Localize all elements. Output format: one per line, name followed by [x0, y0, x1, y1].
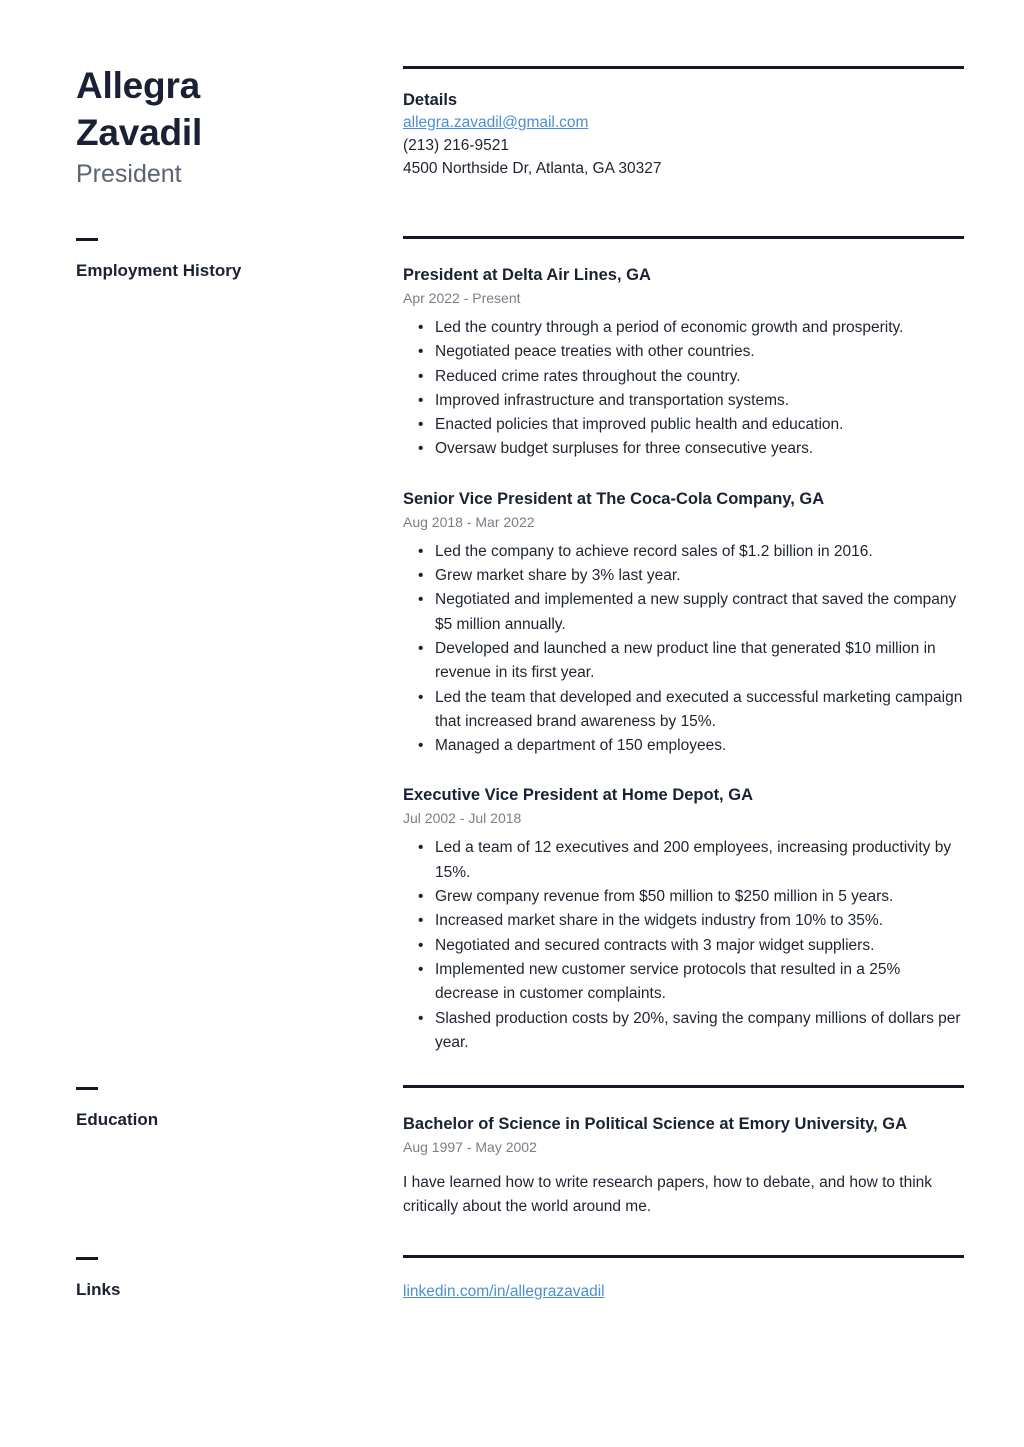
education-section — [403, 1085, 964, 1220]
employment-section-label: Employment History — [76, 261, 242, 280]
employment-entry-title: Executive Vice President at Home Depot, GA — [403, 786, 753, 805]
employment-entry-title: Senior Vice President at The Coca-Cola Company, GA — [403, 489, 825, 508]
list-item: • Slashed production costs by 20%, saving the company millions of dollars per year. — [435, 1007, 964, 1056]
links-section-label: Links — [76, 1280, 121, 1299]
education-entry — [403, 1113, 964, 1220]
employment-entry-date: Aug 2018 - Mar 2022 — [403, 513, 535, 530]
education-entry-title: Bachelor of Science in Political Science at Emory University, GA — [403, 1115, 908, 1133]
list-item: • Implemented new customer service protocols that resulted in a 25% decrease in customer complaints. — [435, 958, 964, 1007]
employment-bullets — [403, 540, 964, 759]
details-heading: Details — [403, 91, 458, 109]
education-entry-date: Aug 1997 - May 2002 — [403, 1139, 537, 1155]
list-item: • Led the country through a period of economic growth and prosperity. — [435, 316, 964, 340]
employment-entry-title: President at Delta Air Lines, GA — [403, 266, 651, 284]
employment-label-block — [76, 238, 386, 282]
employment-entry-date: Apr 2022 - Present — [403, 290, 521, 306]
last-name: Zavadil — [76, 112, 203, 153]
list-item: • Grew company revenue from $50 million to $250 million in 5 years. — [435, 885, 964, 909]
links-label-block — [76, 1257, 386, 1301]
employment-section — [403, 236, 964, 1055]
phone-line: (213) 216-9521 — [403, 137, 509, 154]
identity-block — [76, 62, 386, 190]
employment-entry — [403, 488, 964, 759]
job-title: President — [76, 160, 182, 188]
link-item — [403, 1280, 964, 1303]
education-label-block — [76, 1087, 386, 1131]
list-item: • Led a team of 12 executives and 200 employees, increasing productivity by 15%. — [435, 836, 964, 885]
employment-bullets — [403, 316, 964, 462]
list-item: • Led the team that developed and executed a successful marketing campaign that increased brand awareness by 15%. — [435, 686, 964, 735]
list-item: • Enacted policies that improved public health and education. — [435, 413, 964, 437]
list-item: • Negotiated and implemented a new supply contract that saved the company $5 million annually. — [435, 588, 964, 637]
first-name: Allegra — [76, 65, 201, 106]
employment-bullets — [403, 836, 964, 1055]
list-item: • Led the company to achieve record sales of $1.2 billion in 2016. — [435, 540, 964, 564]
list-item: • Oversaw budget surpluses for three consecutive years. — [435, 437, 964, 461]
list-item: • Developed and launched a new product line that generated $10 million in revenue in its first year. — [435, 637, 964, 686]
page-title — [76, 62, 386, 156]
linkedin-link[interactable]: linkedin.com/in/allegrazavadil — [403, 1283, 605, 1300]
education-description: I have learned how to write research papers, how to debate, and how to think critically about the world around me. — [403, 1174, 933, 1216]
list-item: • Reduced crime rates throughout the country. — [435, 365, 964, 389]
employment-entry — [403, 784, 964, 1055]
list-item: • Managed a department of 150 employees. — [435, 734, 964, 758]
email-line — [403, 111, 964, 134]
education-section-label: Education — [76, 1110, 159, 1129]
links-section — [403, 1255, 964, 1303]
list-item: • Improved infrastructure and transportation systems. — [435, 389, 964, 413]
list-item: • Grew market share by 3% last year. — [435, 564, 964, 588]
details-section — [403, 66, 964, 180]
employment-entry-date: Jul 2002 - Jul 2018 — [403, 810, 522, 827]
email-link[interactable]: allegra.zavadil@gmail.com — [403, 114, 589, 131]
address-line: 4500 Northside Dr, Atlanta, GA 30327 — [403, 160, 662, 177]
list-item: • Increased market share in the widgets industry from 10% to 35%. — [435, 909, 964, 933]
list-item: • Negotiated and secured contracts with 3 major widget suppliers. — [435, 934, 964, 958]
details-list — [403, 111, 964, 180]
list-item: • Negotiated peace treaties with other countries. — [435, 340, 964, 364]
employment-entry — [403, 264, 964, 462]
